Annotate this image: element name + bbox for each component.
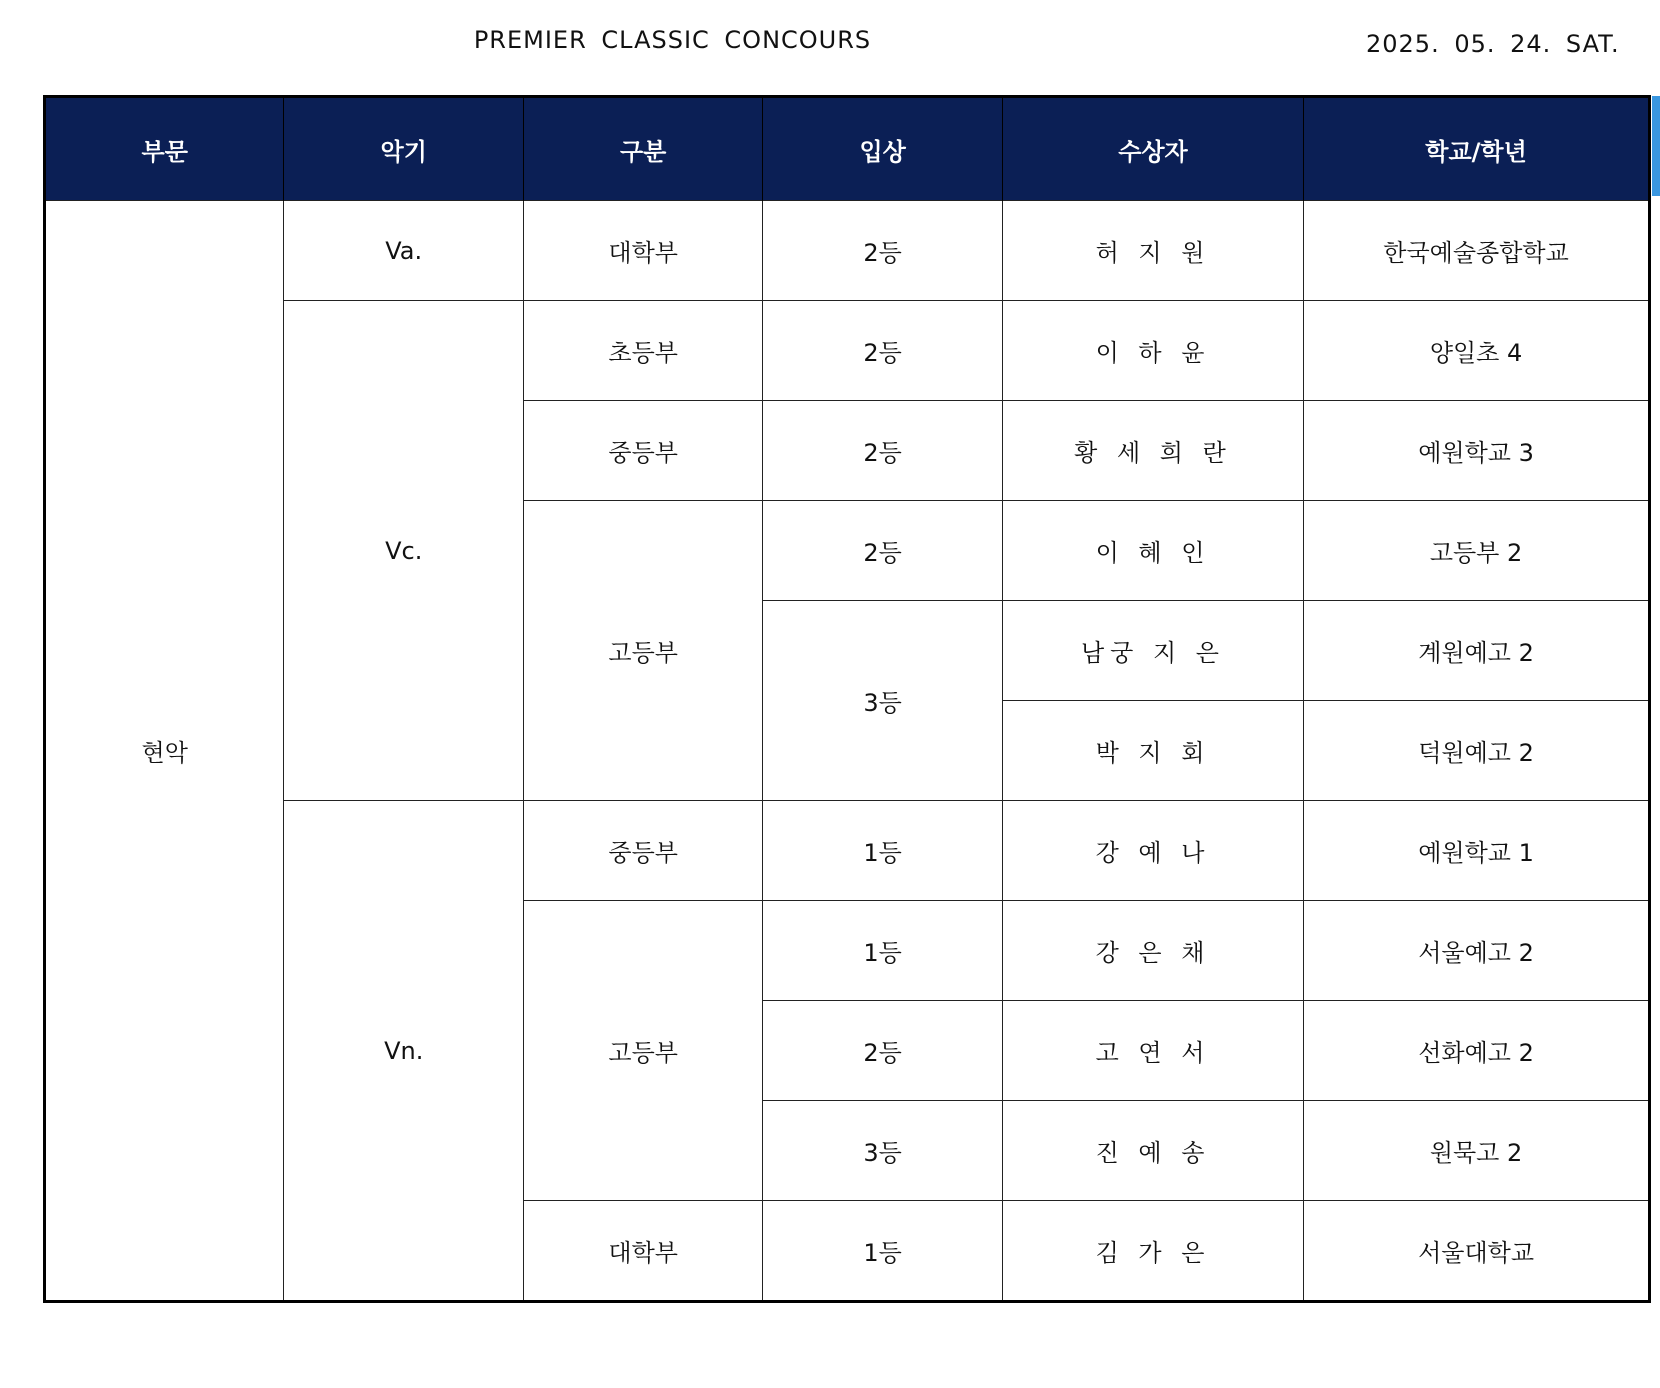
column-header-school: 학교/학년 <box>1304 97 1650 201</box>
instrument-cell: Va. <box>284 201 523 301</box>
school-cell: 고등부 2 <box>1304 501 1650 601</box>
instrument-cell: Vc. <box>284 301 523 801</box>
division-cell: 대학부 <box>523 1201 762 1302</box>
place-cell: 1등 <box>763 901 1002 1001</box>
place-cell: 2등 <box>763 201 1002 301</box>
table-row <box>45 801 1650 901</box>
winner-cell: 강 예 나 <box>1002 801 1303 901</box>
table-header-row <box>45 97 1650 201</box>
section-cell: 현악 <box>45 201 284 1302</box>
place-cell: 1등 <box>763 801 1002 901</box>
school-cell: 서울예고 2 <box>1304 901 1650 1001</box>
division-cell: 중등부 <box>523 801 762 901</box>
place-cell: 3등 <box>763 1101 1002 1201</box>
column-header-instrument: 악기 <box>284 97 523 201</box>
division-cell: 고등부 <box>523 901 762 1201</box>
school-cell: 원묵고 2 <box>1304 1101 1650 1201</box>
division-cell: 초등부 <box>523 301 762 401</box>
event-date: 2025. 05. 24. SAT. <box>1366 30 1620 58</box>
winner-cell: 고 연 서 <box>1002 1001 1303 1101</box>
winner-cell: 진 예 송 <box>1002 1101 1303 1201</box>
school-cell: 예원학교 3 <box>1304 401 1650 501</box>
division-cell: 대학부 <box>523 201 762 301</box>
division-cell: 고등부 <box>523 501 762 801</box>
division-cell: 중등부 <box>523 401 762 501</box>
winner-cell: 이 혜 인 <box>1002 501 1303 601</box>
winner-cell: 황 세 희 란 <box>1002 401 1303 501</box>
place-cell: 2등 <box>763 501 1002 601</box>
school-cell: 계원예고 2 <box>1304 601 1650 701</box>
winner-cell: 박 지 회 <box>1002 701 1303 801</box>
place-cell: 2등 <box>763 301 1002 401</box>
place-cell: 1등 <box>763 1201 1002 1302</box>
winner-cell: 남궁 지 은 <box>1002 601 1303 701</box>
place-cell: 2등 <box>763 1001 1002 1101</box>
place-cell: 2등 <box>763 401 1002 501</box>
table-row <box>45 201 1650 301</box>
school-cell: 예원학교 1 <box>1304 801 1650 901</box>
winner-cell: 허 지 원 <box>1002 201 1303 301</box>
column-header-section: 부문 <box>45 97 284 201</box>
school-cell: 한국예술종합학교 <box>1304 201 1650 301</box>
school-cell: 선화예고 2 <box>1304 1001 1650 1101</box>
accent-bar <box>1652 96 1660 196</box>
winner-cell: 강 은 채 <box>1002 901 1303 1001</box>
column-header-place: 입상 <box>763 97 1002 201</box>
column-header-division: 구분 <box>523 97 762 201</box>
place-cell: 3등 <box>763 601 1002 801</box>
school-cell: 덕원예고 2 <box>1304 701 1650 801</box>
winner-cell: 이 하 윤 <box>1002 301 1303 401</box>
winner-cell: 김 가 은 <box>1002 1201 1303 1302</box>
awards-table <box>43 95 1651 1303</box>
column-header-winner: 수상자 <box>1002 97 1303 201</box>
page-title: PREMIER CLASSIC CONCOURS <box>473 26 872 54</box>
table-row <box>45 301 1650 401</box>
school-cell: 양일초 4 <box>1304 301 1650 401</box>
school-cell: 서울대학교 <box>1304 1201 1650 1302</box>
instrument-cell: Vn. <box>284 801 523 1302</box>
